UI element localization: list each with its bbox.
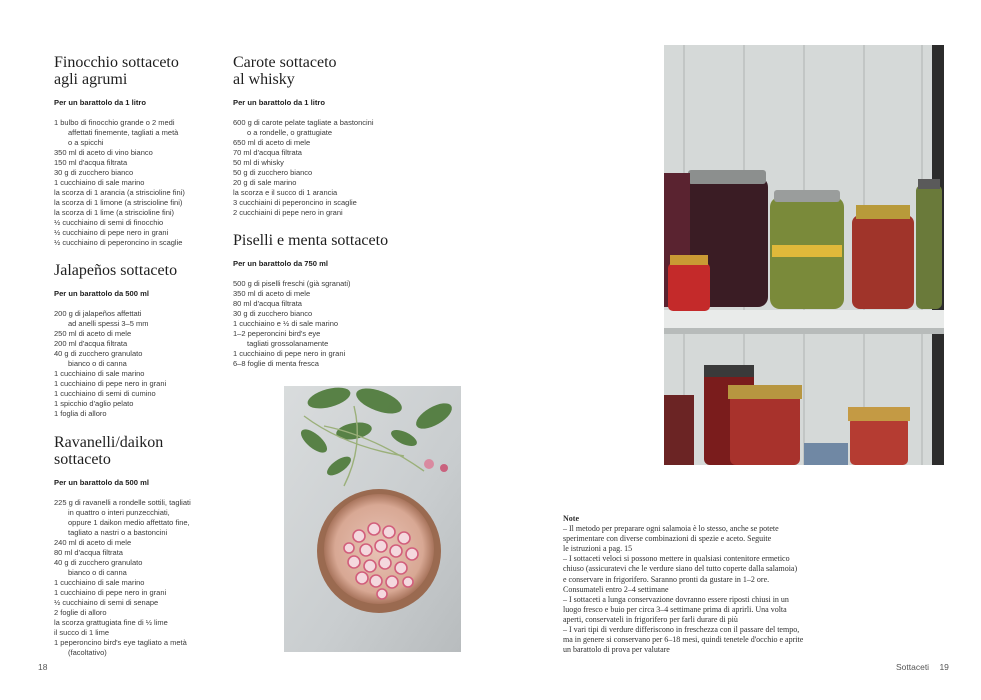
ingredient: ½ cucchiaino di pepe nero in grani	[54, 228, 169, 237]
page-number-right: 19	[939, 662, 949, 672]
ingredient: 350 ml di aceto di mele	[233, 289, 311, 298]
recipe-title	[54, 434, 229, 468]
ingredient: 1 peperoncino bird's eye tagliato a metà	[54, 638, 187, 647]
recipe-ravanelli	[54, 434, 229, 658]
ingredient: 50 g di zucchero bianco	[233, 168, 313, 177]
ingredient: 1 foglia di alloro	[54, 409, 107, 418]
ingredient: affettati finemente, tagliati a metà	[68, 128, 179, 137]
ingredient: la scorza di 1 arancia (a striscioline fini)	[54, 188, 185, 197]
ingredient: 1 cucchiaino di pepe nero in grani	[233, 349, 346, 358]
ingredient: 1 bulbo di finocchio grande o 2 medi	[54, 118, 175, 127]
ingredient: ½ cucchiaino di peperoncino in scaglie	[54, 238, 183, 247]
recipe-title	[233, 232, 433, 249]
title-line: Ravanelli/daikon	[54, 434, 164, 451]
ingredient: 1 cucchiaino di sale marino	[54, 178, 145, 187]
recipe-finocchio	[54, 54, 229, 248]
notes-line: aperti, conservateli in frigorifero per farli durare di più	[563, 614, 738, 624]
ingredient: la scorza grattugiata fine di ½ lime	[54, 618, 168, 627]
title-line: Piselli e menta sottaceto	[233, 232, 389, 249]
ingredient: ½ cucchiaino di semi di finocchio	[54, 218, 164, 227]
ingredient: 1 cucchiaino di sale marino	[54, 369, 145, 378]
ingredient: 200 g di jalapeños affettati	[54, 309, 142, 318]
recipe-yield: Per un barattolo da 750 ml	[233, 259, 328, 268]
ingredient: 2 foglie di alloro	[54, 608, 107, 617]
ingredient: tagliati grossolanamente	[247, 339, 329, 348]
ingredient: 250 ml di aceto di mele	[54, 329, 132, 338]
recipe-yield: Per un barattolo da 500 ml	[54, 478, 149, 487]
ingredient: 200 ml d'acqua filtrata	[54, 339, 128, 348]
title-line: Finocchio sottaceto	[54, 54, 179, 71]
ingredient: 50 ml di whisky	[233, 158, 284, 167]
ingredient: bianco o di canna	[68, 568, 127, 577]
section-name: Sottaceti	[896, 662, 930, 672]
ingredient: 350 ml di aceto di vino bianco	[54, 148, 153, 157]
ingredient: 1 cucchiaino di pepe nero in grani	[54, 379, 167, 388]
ingredient: 1 cucchiaino di sale marino	[54, 578, 145, 587]
radish-bowl-illustration	[284, 386, 461, 652]
ingredient: 40 g di zucchero granulato	[54, 558, 143, 567]
notes-block	[563, 514, 863, 655]
ingredient-list	[233, 279, 433, 369]
pickle-jars-shelf-photo	[664, 45, 944, 465]
ingredient: 3 cucchiaini di peperoncino in scaglie	[233, 198, 357, 207]
ingredient: 240 ml di aceto di mele	[54, 538, 132, 547]
notes-line: e conservare in frigorifero. Saranno pronti da gustare in 1–2 ore.	[563, 574, 770, 584]
ingredient-list	[54, 498, 229, 658]
title-line: sottaceto	[54, 451, 111, 468]
ingredient: ad anelli spessi 3–5 mm	[68, 319, 149, 328]
ingredient: 30 g di zucchero bianco	[54, 168, 134, 177]
notes-title: Note	[563, 514, 579, 523]
radish-bowl-photo	[284, 386, 461, 652]
ingredient: 1 cucchiaino di pepe nero in grani	[54, 588, 167, 597]
ingredient: 70 ml d'acqua filtrata	[233, 148, 302, 157]
recipe-title	[54, 262, 229, 279]
title-line: agli agrumi	[54, 71, 128, 88]
notes-line: – I vari tipi di verdure differiscono in freschezza con il passare del tempo,	[563, 625, 800, 635]
ingredient: la scorza e il succo di 1 arancia	[233, 188, 338, 197]
ingredient: bianco o di canna	[68, 359, 127, 368]
notes-line: – Il metodo per preparare ogni salamoia è lo stesso, anche se potete	[563, 524, 779, 534]
notes-line: – I sottaceti a lunga conservazione dovranno essere riposti chiusi in un	[563, 594, 789, 604]
ingredient: oppure 1 daikon medio affettato fine,	[68, 518, 190, 527]
ingredient: 225 g di ravanelli a rondelle sottili, tagliati	[54, 498, 191, 507]
ingredient: (facoltativo)	[68, 648, 107, 657]
ingredient: 30 g di zucchero bianco	[233, 309, 313, 318]
ingredient: 1 spicchio d'aglio pelato	[54, 399, 134, 408]
notes-line: le istruzioni a pag. 15	[563, 544, 633, 554]
ingredient: ½ cucchiaino di semi di senape	[54, 598, 159, 607]
ingredient: il succo di 1 lime	[54, 628, 110, 637]
notes-line: un barattolo di prova per valutare	[563, 645, 670, 655]
ingredient: la scorza di 1 lime (a striscioline fini)	[54, 208, 175, 217]
notes-line: Consumateli entro 2–4 settimane	[563, 584, 669, 594]
title-line: Jalapeños sottaceto	[54, 262, 178, 279]
title-line: al whisky	[233, 71, 295, 88]
page-number-left: 18	[38, 662, 48, 672]
ingredient: o a rondelle, o grattugiate	[247, 128, 333, 137]
ingredient-list	[233, 118, 408, 218]
recipe-jalapenos	[54, 262, 229, 419]
ingredient-list	[54, 309, 229, 419]
ingredient: 500 g di piselli freschi (già sgranati)	[233, 279, 351, 288]
ingredient: 6–8 foglie di menta fresca	[233, 359, 319, 368]
notes-line: – I sottaceti veloci si possono mettere in qualsiasi contenitore ermetico	[563, 554, 790, 564]
title-line: Carote sottaceto	[233, 54, 337, 71]
recipe-piselli	[233, 232, 433, 369]
notes-line: luogo fresco e buio per circa 3–4 settimane prima di aprirli. Una volta	[563, 604, 787, 614]
ingredient: 80 ml d'acqua filtrata	[233, 299, 302, 308]
recipe-title	[54, 54, 229, 88]
ingredient: 1 cucchiaino di semi di cumino	[54, 389, 156, 398]
recipe-title	[233, 54, 408, 88]
ingredient: 1 cucchiaino e ½ di sale marino	[233, 319, 339, 328]
notes-list	[563, 524, 863, 655]
ingredient: 650 ml di aceto di mele	[233, 138, 311, 147]
recipe-yield: Per un barattolo da 500 ml	[54, 289, 149, 298]
ingredient: 20 g di sale marino	[233, 178, 297, 187]
recipe-yield: Per un barattolo da 1 litro	[54, 98, 146, 107]
ingredient: 40 g di zucchero granulato	[54, 349, 143, 358]
ingredient: 2 cucchiaini di pepe nero in grani	[233, 208, 343, 217]
ingredient: 600 g di carote pelate tagliate a bastoncini	[233, 118, 374, 127]
ingredient: tagliato a nastri o a bastoncini	[68, 528, 168, 537]
ingredient: 1–2 peperoncini bird's eye	[233, 329, 321, 338]
notes-line: sperimentare con diverse combinazioni di spezie e aceto. Seguite	[563, 534, 772, 544]
running-footer	[896, 662, 949, 672]
ingredient: 80 ml d'acqua filtrata	[54, 548, 123, 557]
recipe-yield: Per un barattolo da 1 litro	[233, 98, 325, 107]
recipe-carote	[233, 54, 408, 218]
ingredient: in quattro o interi punzecchiati,	[68, 508, 170, 517]
ingredient-list	[54, 118, 229, 248]
notes-line: chiuso (assicuratevi che le verdure siano del tutto coperte dalla salamoia)	[563, 564, 798, 574]
notes-line: ma in genere si conservano per 6–18 mesi, quindi tenetele d'occhio e aprite	[563, 635, 804, 645]
ingredient: 150 ml d'acqua filtrata	[54, 158, 128, 167]
ingredient: o a spicchi	[68, 138, 104, 147]
ingredient: la scorza di 1 limone (a striscioline fini)	[54, 198, 183, 207]
pickle-jars-illustration	[664, 45, 944, 465]
